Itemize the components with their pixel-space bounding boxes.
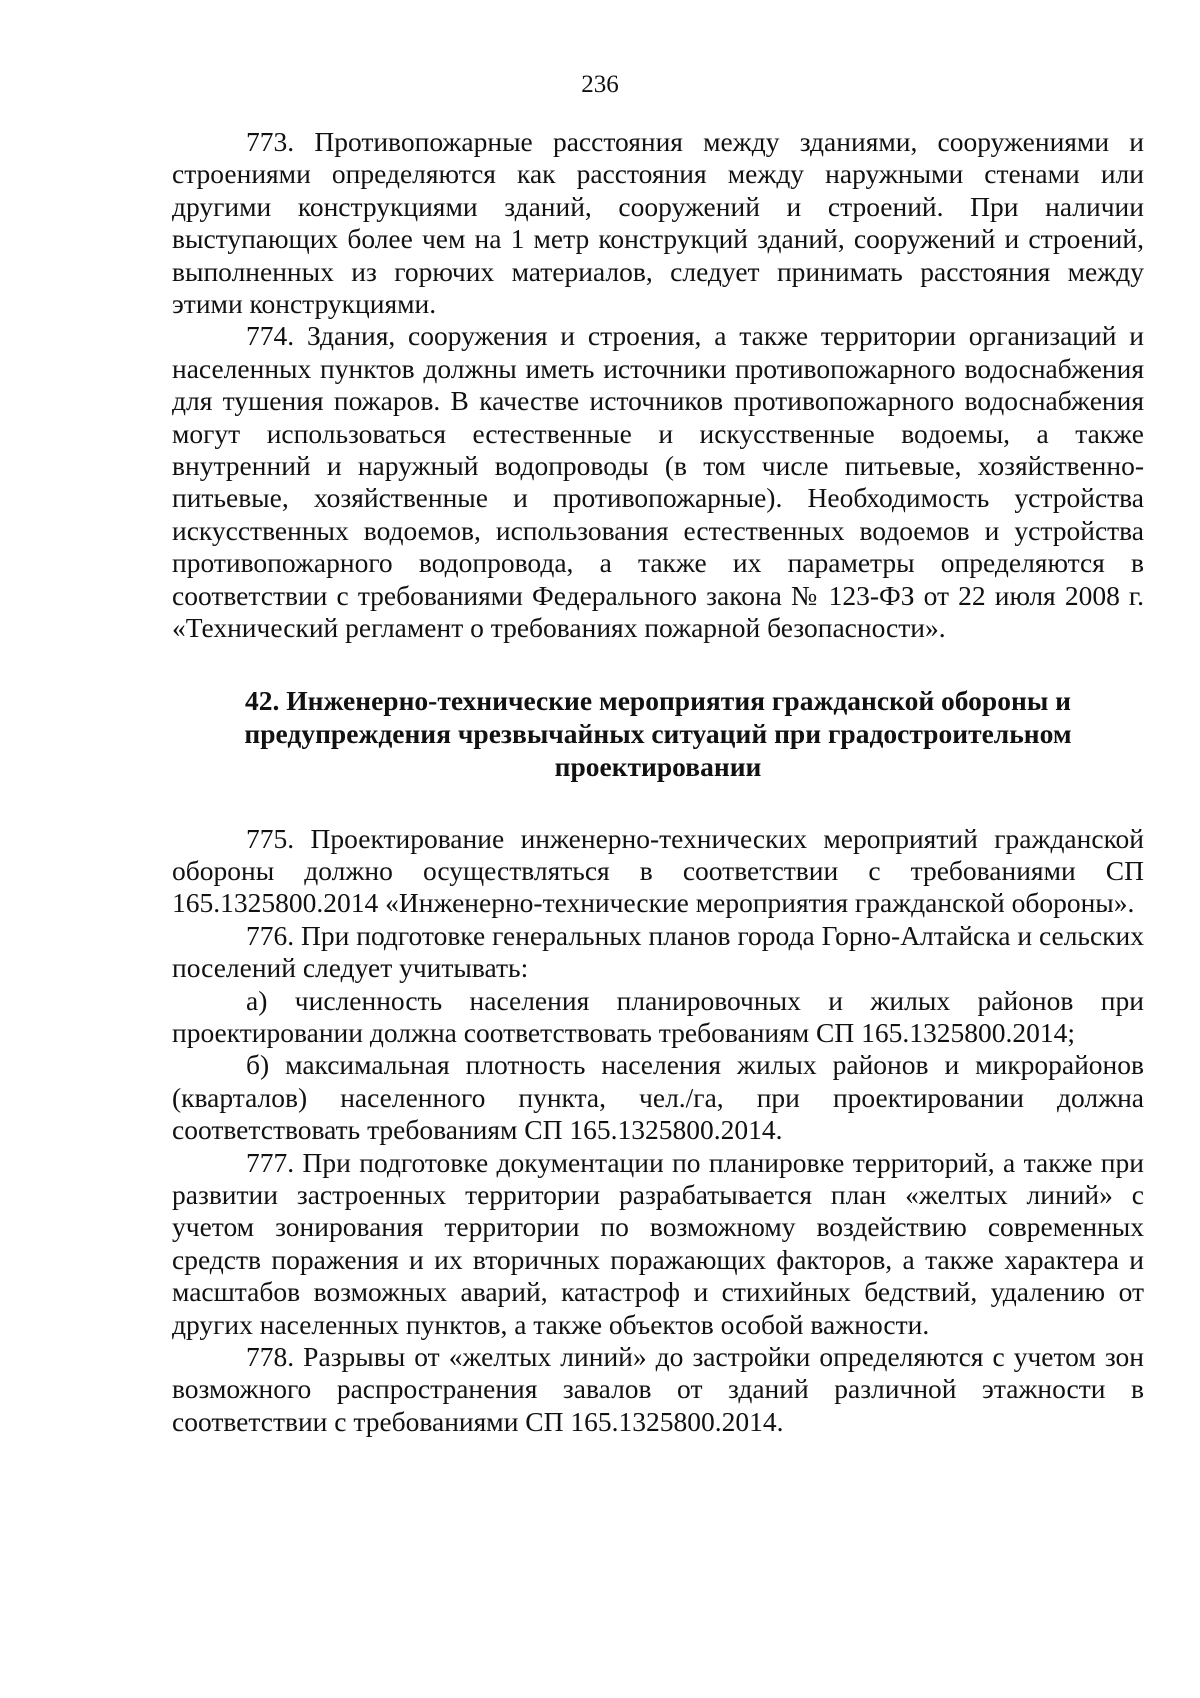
document-body [172,126,1144,1438]
paragraph-774: 774. Здания, сооружения и строения, а также территории организаций и населенных пунктов должны иметь источники противопожарного водоснабжения для тушения пожаров. В качестве источников противопожарного водоснабжения могут использоваться естественные и искусственные водоемы, а также внутренний и наружный водопроводы (в том числе питьевые, хозяйственно-питьевые, хозяйственные и противопожарные). Необходимость устройства искусственных водоемов, использования естественных водоемов и устройства противопожарного водопровода, а также их параметры определяются в соответствии с требованиями Федерального закона № 123-ФЗ от 22 июля 2008 г. «Технический регламент о требованиях пожарной безопасности». [172,320,1144,644]
paragraph-773: 773. Противопожарные расстояния между зданиями, сооружениями и строениями определяются как расстояния между наружными стенами или другими конструкциями зданий, сооружений и строений. При наличии выступающих более чем на 1 метр конструкций зданий, сооружений и строений, выполненных из горючих материалов, следует принимать расстояния между этими конструкциями. [172,126,1144,320]
paragraph-777: 777. При подготовке документации по планировке территорий, а также при развитии застроенных территории разрабатывается план «желтых линий» с учетом зонирования территории по возможному воздействию современных средств поражения и их вторичных поражающих факторов, а также характера и масштабов возможных аварий, катастроф и стихийных бедствий, удалению от других населенных пунктов, а также объектов особой важности. [172,1146,1144,1340]
paragraph-778: 778. Разрывы от «желтых линий» до застройки определяются с учетом зон возможного распространения завалов от зданий различной этажности в соответствии с требованиями СП 165.1325800.2014. [172,1341,1144,1437]
paragraph-776: 776. При подготовке генеральных планов города Горно-Алтайска и сельских поселений следует учитывать: [172,919,1144,984]
page-number: 236 [581,71,619,98]
paragraph-775: 775. Проектирование инженерно-технических мероприятий гражданской обороны должно осуществляться в соответствии с требованиями СП 165.1325800.2014 «Инженерно-технические мероприятия гражданской обороны». [172,822,1144,919]
paragraph-776-b: б) максимальная плотность населения жилых районов и микрорайонов (кварталов) населенного пункта, чел./га, при проектировании должна соответствовать требованиям СП 165.1325800.2014. [172,1049,1144,1146]
paragraph-776-a: а) численность населения планировочных и жилых районов при проектировании должна соответствовать требованиям СП 165.1325800.2014; [172,984,1144,1048]
section-heading-42: 42. Инженерно-технические мероприятия гражданской обороны и предупреждения чрезвычайных ситуаций при градостроительном проектировании [244,684,1072,782]
